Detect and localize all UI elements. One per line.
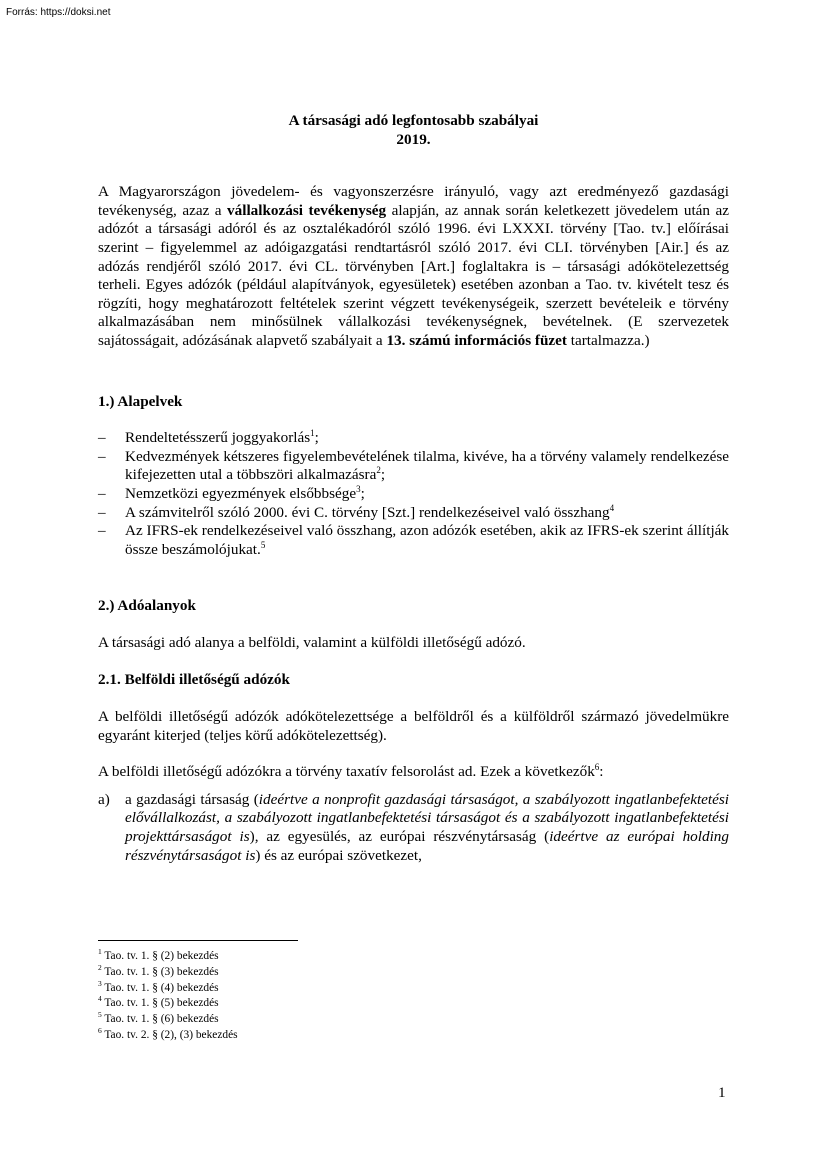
footnote xyxy=(98,949,238,965)
item-punct: ; xyxy=(380,466,386,484)
footnote-text: Tao. tv. 1. § (3) bekezdés xyxy=(101,965,219,978)
principles-list xyxy=(98,429,729,559)
intro-text-3: tartalmazza.) xyxy=(566,331,650,349)
item-text: Az IFRS-ek rendelkezéseivel való összhang, azon adózók esetében, akik az IFRS-ek szerint állítják össze beszámolójukat. xyxy=(125,522,729,558)
dash-marker: – xyxy=(98,484,106,502)
footnote-number: 5 xyxy=(98,1010,102,1020)
dash-marker: – xyxy=(98,522,106,540)
item-text-2: ), az egyesülés, az európai részvénytársaság ( xyxy=(249,828,550,846)
footnote-text: Tao. tv. 1. § (2) bekezdés xyxy=(101,950,219,962)
footnote-ref: 3 xyxy=(356,483,361,494)
para-punct: : xyxy=(599,763,604,781)
list-item xyxy=(98,522,729,559)
document-body xyxy=(98,112,729,865)
footnote xyxy=(98,965,238,981)
para-text: A belföldi illetőségű adózókra a törvény taxatív felsorolást ad. Ezek a következők xyxy=(98,763,595,781)
list-item xyxy=(98,485,729,504)
item-text: A számvitelről szóló 2000. évi C. törvény [Szt.] rendelkezéseivel való összhang xyxy=(125,503,610,521)
footnote xyxy=(98,978,238,997)
footnotes xyxy=(98,949,238,1044)
item-text: Kedvezmények kétszeres figyelembevételének tilalma, kivéve, ha a törvény valamely rendelkezése kifejezetten utal a többszöri alkalmazásra xyxy=(125,447,729,484)
item-label: a) xyxy=(98,790,110,808)
item-punct: ; xyxy=(360,484,365,502)
item-italic-1: ideértve a nonprofit gazdasági társaságot, a szabályozott ingatlanbefektetési elővállalkozást, a szabályozott ingatlanbefektetési társaságot és a szabályozott ingatlanbefektetési projekttársaságot is xyxy=(125,790,730,846)
section-2-paragraph: A társasági adó alanya a belföldi, valamint a külföldi illetőségű adózó. xyxy=(98,633,526,651)
footnote-text: Tao. tv. 1. § (6) bekezdés xyxy=(101,1013,219,1026)
item-text-3: ) és az európai szövetkezet, xyxy=(255,846,422,864)
footnote-ref: 4 xyxy=(609,502,615,513)
document-title xyxy=(98,112,729,149)
section-2-1-paragraph-1: A belföldi illetőségű adózók adókötelezettsége a belföldről és a külföldről származó jövedelmükre egyaránt kiterjed (teljes körű adókötelezettség). xyxy=(98,708,729,744)
footnote-text: Tao. tv. 1. § (5) bekezdés xyxy=(101,997,219,1010)
item-italic-2: ideértve az európai holding részvénytársaságot is xyxy=(125,828,729,864)
dash-marker: – xyxy=(98,503,106,521)
section-2-1-heading: 2.1. Belföldi illetőségű adózók xyxy=(98,671,290,689)
list-item xyxy=(98,504,729,523)
intro-bold-1: vállalkozási tevékenység xyxy=(227,201,387,219)
dash-marker: – xyxy=(98,429,106,447)
footnote-number: 1 xyxy=(98,947,102,957)
footnote xyxy=(98,1012,238,1028)
footnote-number: 4 xyxy=(98,994,102,1004)
footnote xyxy=(98,996,238,1012)
item-text-1: a gazdasági társaság ( xyxy=(125,790,259,808)
intro-text-2: alapján, az annak során keletkezett jövedelem után az adózót a társasági adóról és az osztalékadóról szóló 1996. évi LXXXI. törvény [Tao. tv.] előírásai szerint – figyelemmel az adóigazgatási rendtartásról szóló 2017. évi CLI. törvényben [Air.] és az adózás rendjéről szóló 2017. évi CL. törvényben [Art.] foglaltakra is – társasági adókötelezettség terheli. Egyes adózók (például alapítványok, egyesületek) esetében azonban a Tao. tv. kivételt tesz és rögzíti, hogy meghatározott feltételek szerint végzett tevékenységeik, szerzett bevételeik e törvény alkalmazásában nem minősülnek vállalkozási tevékenységnek, bevételnek. (E szervezetek sajátosságait, adózásának alapvető szabályait a xyxy=(98,201,729,349)
footnote-number: 3 xyxy=(98,978,102,988)
footnote-text: Tao. tv. 1. § (4) bekezdés xyxy=(101,981,219,994)
intro-text-1: A Magyarországon jövedelem- és vagyonszerzésre irányuló, vagy azt eredményező gazdasági tevékenység, azaz a xyxy=(98,183,729,219)
page-number: 1 xyxy=(718,1084,726,1101)
intro-paragraph xyxy=(98,183,729,350)
section-2-heading: 2.) Adóalanyok xyxy=(98,597,196,615)
section-1-heading: 1.) Alapelvek xyxy=(98,392,183,410)
list-item-a xyxy=(98,791,729,865)
item-text: Rendeltetésszerű joggyakorlás xyxy=(125,429,311,447)
footnote-number: 2 xyxy=(98,963,102,972)
title-line-2: 2019. xyxy=(396,130,431,148)
footnote-ref: 1 xyxy=(310,428,315,439)
item-text: Nemzetközi egyezmények elsőbbsége xyxy=(125,484,357,502)
title-line-1: A társasági adó legfontosabb szabályai xyxy=(288,112,539,129)
intro-bold-2: 13. számú információs füzet xyxy=(386,331,567,349)
footnote-text: Tao. tv. 2. § (2), (3) bekezdés xyxy=(101,1028,238,1041)
section-2-1-paragraph-2 xyxy=(98,763,729,782)
item-punct: ; xyxy=(314,429,319,447)
footnote-ref: 2 xyxy=(376,465,381,476)
dash-marker: – xyxy=(98,447,106,465)
list-item xyxy=(98,448,729,485)
footnote-ref: 5 xyxy=(260,539,266,550)
footnote-number: 6 xyxy=(98,1026,102,1036)
footnote-ref: 6 xyxy=(594,762,600,773)
source-label: Forrás: https://doksi.net xyxy=(6,7,111,18)
footnote-separator xyxy=(98,940,298,941)
footnote xyxy=(98,1028,238,1044)
list-item xyxy=(98,429,729,448)
